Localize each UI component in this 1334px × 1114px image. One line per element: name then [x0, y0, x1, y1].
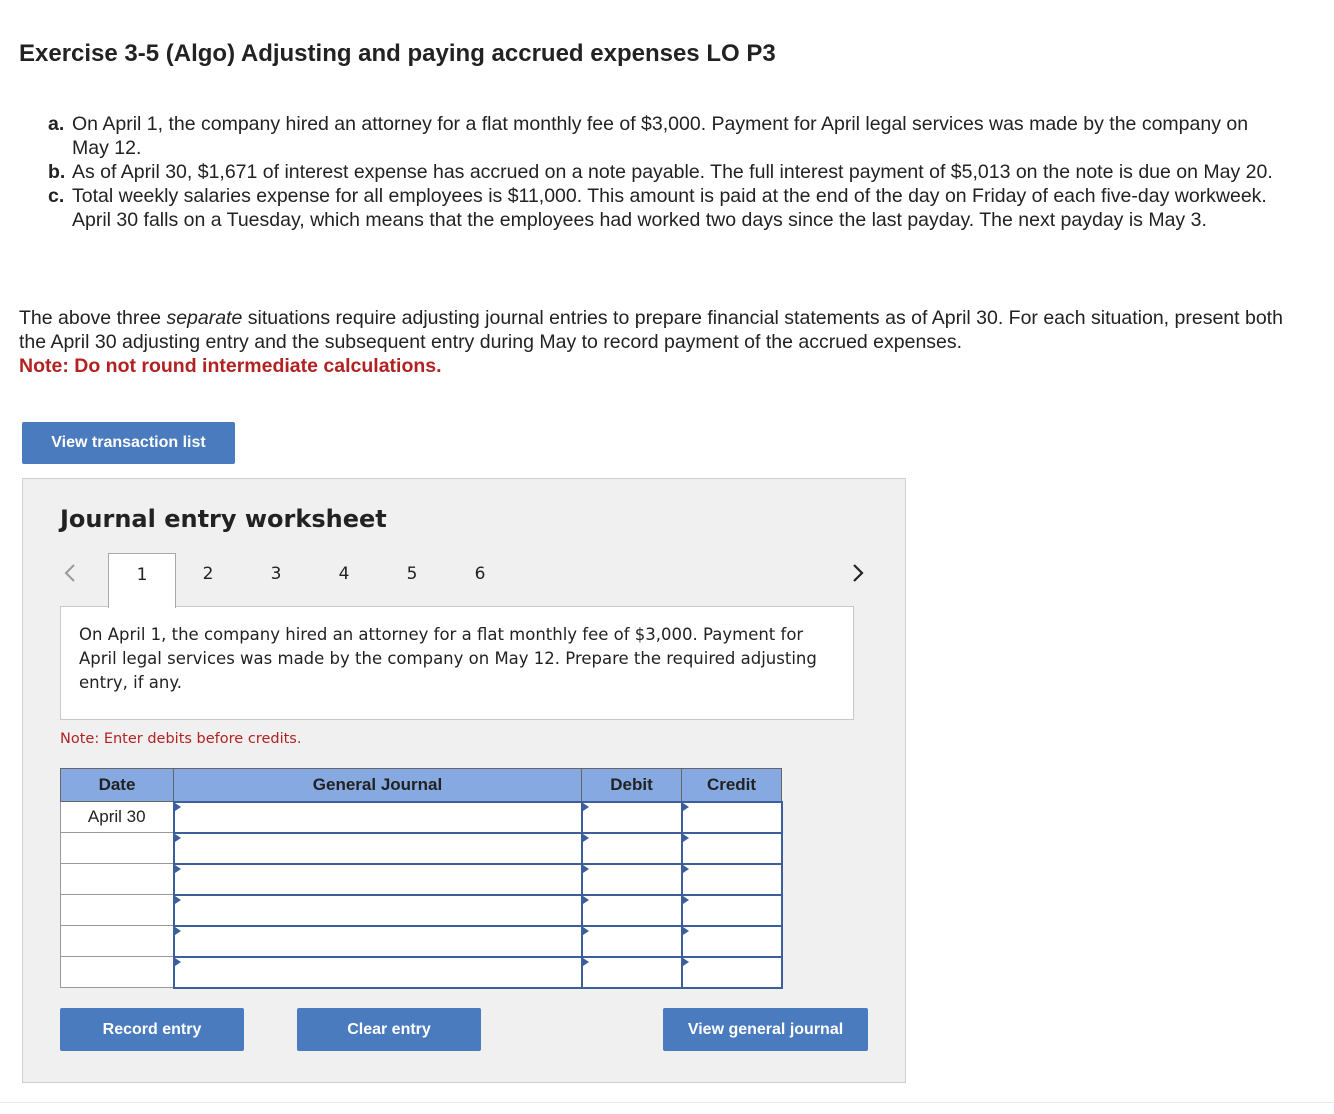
credit-input[interactable] [682, 864, 782, 895]
journal-entry-worksheet [22, 478, 906, 1083]
credit-input[interactable] [682, 833, 782, 864]
credit-input[interactable] [682, 895, 782, 926]
item-text: On April 1, the company hired an attorney for a flat monthly fee of $3,000. Payment for April legal services was made by the company on May 12. [72, 113, 1249, 159]
account-input[interactable] [174, 926, 582, 957]
instructions-text-2: situations require adjusting journal entries to prepare financial statements as of April 30. For each situation, present both the April 30 adjusting entry and the subsequent entry during May to record payment of the accrued expenses. [19, 307, 1283, 353]
entry-description: On April 1, the company hired an attorney for a flat monthly fee of $3,000. Payment for April legal services was made by the company on May 12. Prepare the required adjusting entry, if any. [79, 625, 817, 692]
account-input[interactable] [174, 864, 582, 895]
record-entry-button[interactable]: Record entry [60, 1008, 244, 1051]
table-row [61, 926, 782, 957]
date-cell [61, 926, 174, 957]
list-item [48, 160, 1278, 184]
clear-entry-button[interactable]: Clear entry [297, 1008, 481, 1051]
tab-6[interactable]: 6 [474, 564, 486, 584]
rounding-note: Note: Do not round intermediate calculations. [19, 355, 442, 377]
situation-list [48, 112, 1278, 232]
worksheet-title: Journal entry worksheet [60, 505, 387, 533]
journal-table [60, 768, 783, 989]
view-general-journal-button[interactable]: View general journal [663, 1008, 868, 1051]
divider [0, 1102, 1334, 1103]
tab-1[interactable]: 1 [108, 553, 176, 608]
chevron-left-icon[interactable] [59, 561, 83, 585]
tab-4[interactable]: 4 [338, 564, 350, 584]
credit-input[interactable] [682, 957, 782, 988]
item-text: Total weekly salaries expense for all employees is $11,000. This amount is paid at the end of the day on Friday of each five-day workweek. April 30 falls on a Tuesday, which means that the employees had worked two days since the last payday. The next payday is May 3. [72, 185, 1267, 231]
debit-input[interactable] [582, 864, 682, 895]
tab-5[interactable]: 5 [406, 564, 418, 584]
date-cell [61, 864, 174, 895]
list-item [48, 184, 1278, 232]
table-row [61, 833, 782, 864]
general-journal-header: General Journal [174, 769, 582, 802]
date-cell: April 30 [61, 802, 174, 833]
debit-input[interactable] [582, 926, 682, 957]
debit-input[interactable] [582, 802, 682, 833]
entry-description-panel [60, 606, 854, 720]
item-text: As of April 30, $1,671 of interest expense has accrued on a note payable. The full interest payment of $5,013 on the note is due on May 20. [72, 161, 1273, 183]
table-row [61, 957, 782, 988]
tab-2[interactable]: 2 [202, 564, 214, 584]
credit-input[interactable] [682, 926, 782, 957]
debit-input[interactable] [582, 957, 682, 988]
debit-header: Debit [582, 769, 682, 802]
chevron-right-icon[interactable] [845, 561, 869, 585]
instructions-text-1: The above three [19, 307, 167, 329]
item-label: a. [48, 113, 65, 135]
account-input[interactable] [174, 833, 582, 864]
date-cell [61, 833, 174, 864]
instructions [19, 306, 1309, 378]
date-cell [61, 957, 174, 988]
credit-header: Credit [682, 769, 782, 802]
debit-input[interactable] [582, 833, 682, 864]
account-input[interactable] [174, 895, 582, 926]
account-input[interactable] [174, 802, 582, 833]
list-item [48, 112, 1278, 160]
debit-input[interactable] [582, 895, 682, 926]
date-header: Date [61, 769, 174, 802]
debits-credits-note: Note: Enter debits before credits. [60, 731, 302, 747]
instructions-emphasis: separate [166, 307, 243, 329]
view-transaction-list-button[interactable]: View transaction list [22, 422, 235, 464]
table-row [61, 802, 782, 833]
item-label: c. [48, 185, 65, 207]
account-input[interactable] [174, 957, 582, 988]
item-label: b. [48, 161, 66, 183]
table-header-row [61, 769, 782, 802]
tab-3[interactable]: 3 [270, 564, 282, 584]
table-row [61, 864, 782, 895]
table-row [61, 895, 782, 926]
page-title: Exercise 3-5 (Algo) Adjusting and paying accrued expenses LO P3 [19, 40, 776, 67]
credit-input[interactable] [682, 802, 782, 833]
date-cell [61, 895, 174, 926]
